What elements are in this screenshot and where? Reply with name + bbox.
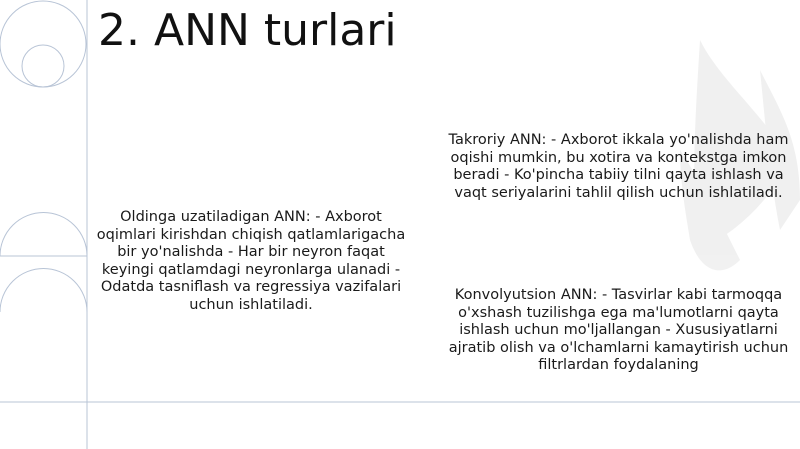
- feedforward-ann-description: Oldinga uzatiladigan ANN: - Axborot oqimlari kirishdan chiqish qatlamlarigacha bir yo'nalishda - Har bir neyron faqat keyingi qatlamdagi neyronlarga ulanadi - Odatda tasniflash va regressiya vazifalari uchun ishlatiladi.: [96, 209, 406, 313]
- top-small-circle: [22, 45, 64, 87]
- upper-arch: [0, 213, 87, 257]
- recurrent-ann-description: Takroriy ANN: - Axborot ikkala yo'nalishda ham oqishi mumkin, bu xotira va kontekstga imkon beradi - Ko'pincha tabiiy tilni qayta ishlash va vaqt seriyalarini tahlil qilish uchun ishlatiladi.: [448, 132, 789, 201]
- page-title: 2. ANN turlari: [98, 5, 397, 56]
- convolutional-ann-description: Konvolyutsion ANN: - Tasvirlar kabi tarmoqqa o'xshash tuzilishga ega ma'lumotlarni qayta ishlash uchun mo'ljallangan - Xususiyatlarni ajratib olish va o'lchamlarni kamaytirish uchun filtrlardan foydalaning: [448, 287, 789, 373]
- top-large-circle: [0, 1, 86, 87]
- lower-arch: [0, 269, 87, 313]
